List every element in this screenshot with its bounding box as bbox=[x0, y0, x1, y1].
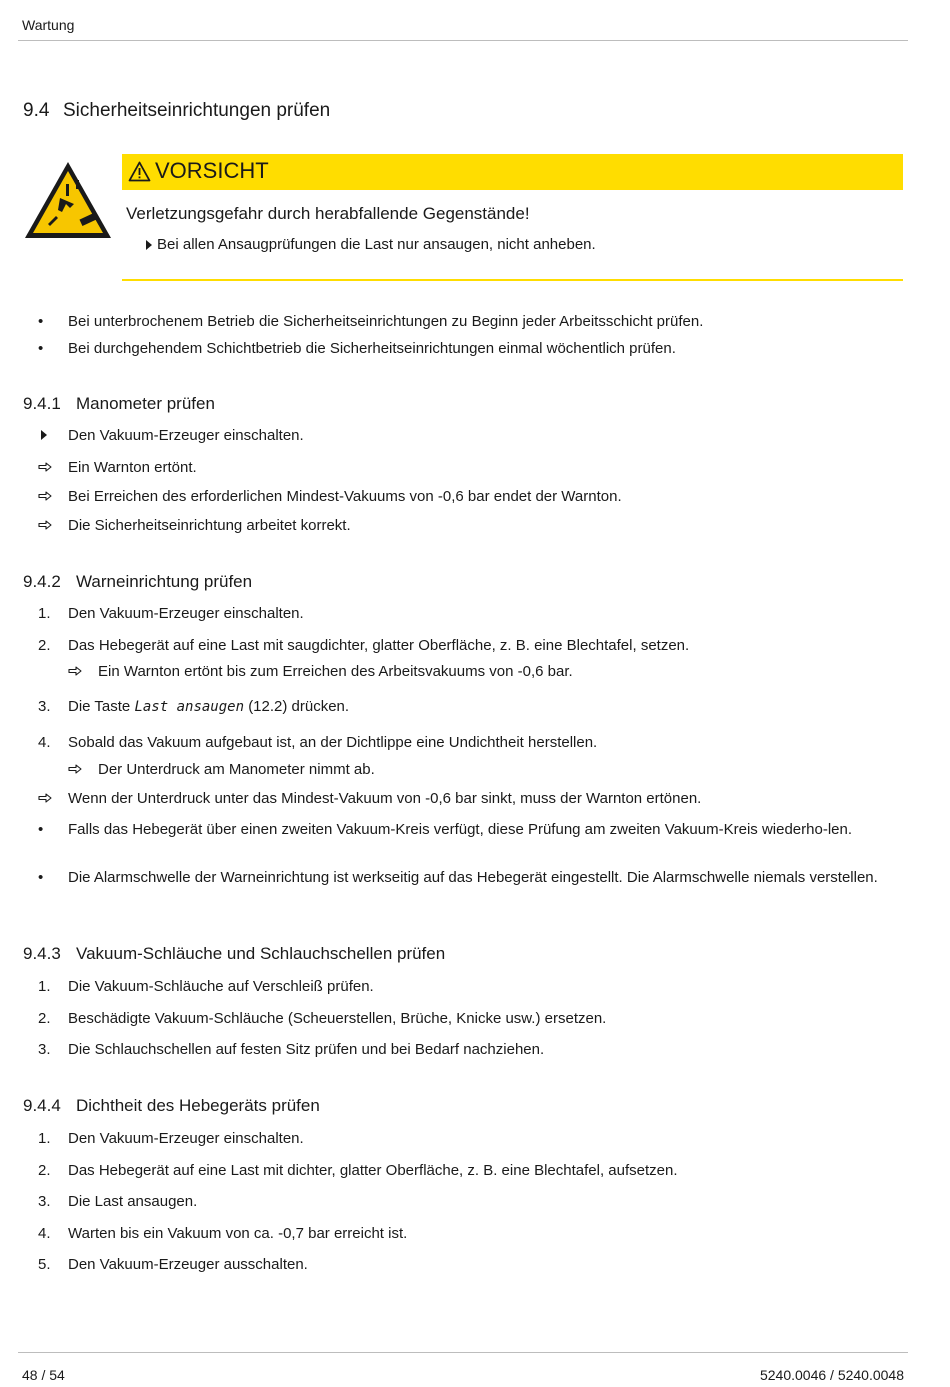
result-arrow-icon bbox=[64, 663, 98, 680]
warning-step bbox=[146, 236, 596, 253]
header-rule bbox=[18, 40, 908, 41]
page-number: 48 / 54 bbox=[22, 1367, 65, 1383]
step-number: 3. bbox=[38, 698, 51, 715]
step-number: 1. bbox=[38, 1130, 51, 1147]
step-number: 4. bbox=[38, 734, 51, 751]
list-item: 1. Den Vakuum-Erzeuger einschalten. bbox=[34, 605, 304, 622]
subsection-heading: 9.4.3 Vakuum-Schläuche und Schlauchschellen prüfen bbox=[23, 944, 446, 963]
warning-bottom-rule bbox=[122, 279, 903, 281]
warning-triangle-icon bbox=[128, 161, 151, 182]
bullet-icon: • bbox=[38, 869, 44, 886]
list-item: 4. Sobald das Vakuum aufgebaut ist, an der Dichtlippe eine Undichtheit herstellen. bbox=[34, 734, 597, 751]
result-arrow-icon bbox=[34, 459, 68, 476]
key-label: Last ansaugen bbox=[134, 699, 245, 715]
section-title: Sicherheitseinrichtungen prüfen bbox=[63, 100, 331, 121]
list-item: 4. Warten bis ein Vakuum von ca. -0,7 bar erreicht ist. bbox=[34, 1225, 407, 1242]
falling-objects-warning-icon bbox=[22, 158, 114, 242]
bullet-icon: • bbox=[38, 340, 44, 357]
list-item: 5. Den Vakuum-Erzeuger ausschalten. bbox=[34, 1256, 308, 1273]
list-item: • Falls das Hebegerät über einen zweiten Vakuum-Kreis verfügt, diese Prüfung am zweiten Vakuum-Kreis wiederho-len. bbox=[34, 819, 898, 841]
step-number: 2. bbox=[38, 1162, 51, 1179]
list-item: 3. Die Taste Last ansaugen (12.2) drücken. bbox=[34, 698, 349, 715]
bullet-icon: • bbox=[38, 313, 44, 330]
list-item: Ein Warnton ertönt. bbox=[34, 459, 197, 476]
step-number: 2. bbox=[38, 1010, 51, 1027]
step-triangle-icon bbox=[146, 240, 152, 250]
list-item: 1. Den Vakuum-Erzeuger einschalten. bbox=[34, 1130, 304, 1147]
warning-title bbox=[128, 158, 269, 184]
list-item: Die Sicherheitseinrichtung arbeitet korrekt. bbox=[34, 517, 351, 534]
warning-step-text: Bei allen Ansaugprüfungen die Last nur ansaugen, nicht anheben. bbox=[157, 236, 596, 253]
list-item: 2. Das Hebegerät auf eine Last mit dichter, glatter Oberfläche, z. B. eine Blechtafel, aufsetzen. bbox=[34, 1162, 678, 1179]
section-heading bbox=[23, 100, 330, 122]
subsection-heading: 9.4.4 Dichtheit des Hebegeräts prüfen bbox=[23, 1096, 320, 1115]
document-id: 5240.0046 / 5240.0048 bbox=[759, 1367, 904, 1383]
result-arrow-icon bbox=[34, 488, 68, 505]
step-number: 1. bbox=[38, 978, 51, 995]
warning-banner bbox=[122, 154, 903, 190]
step-number: 5. bbox=[38, 1256, 51, 1273]
step-number: 3. bbox=[38, 1193, 51, 1210]
list-item: • Die Alarmschwelle der Warneinrichtung ist werkseitig auf das Hebegerät eingestellt. Die Alarmschwelle niemals verstellen. bbox=[34, 867, 898, 889]
result-arrow-icon bbox=[34, 790, 68, 807]
list-item: 3. Die Schlauchschellen auf festen Sitz prüfen und bei Bedarf nachziehen. bbox=[34, 1041, 544, 1058]
result-arrow-icon bbox=[34, 517, 68, 534]
subsection-heading: 9.4.2 Warneinrichtung prüfen bbox=[23, 572, 253, 591]
footer-rule bbox=[18, 1352, 908, 1353]
list-item: • Bei durchgehendem Schichtbetrieb die Sicherheitseinrichtungen einmal wöchentlich prüfen. bbox=[34, 340, 676, 357]
list-item: Bei Erreichen des erforderlichen Mindest-Vakuums von -0,6 bar endet der Warnton. bbox=[34, 488, 622, 505]
result-arrow-icon bbox=[64, 761, 98, 778]
step-number: 3. bbox=[38, 1041, 51, 1058]
step-number: 2. bbox=[38, 637, 51, 654]
list-item: • Bei unterbrochenem Betrieb die Sicherheitseinrichtungen zu Beginn jeder Arbeitsschicht prüfen. bbox=[34, 313, 703, 330]
warning-text: Verletzungsgefahr durch herabfallende Gegenstände! bbox=[126, 204, 530, 223]
step-triangle-icon bbox=[34, 427, 68, 444]
list-item: 2. Beschädigte Vakuum-Schläuche (Scheuerstellen, Brüche, Knicke usw.) ersetzen. bbox=[34, 1010, 606, 1027]
step-number: 1. bbox=[38, 605, 51, 622]
subsection-heading: 9.4.1 Manometer prüfen bbox=[23, 394, 215, 413]
running-header: Wartung bbox=[22, 17, 75, 33]
bullet-icon: • bbox=[38, 821, 44, 838]
list-item: 2. Das Hebegerät auf eine Last mit saugdichter, glatter Oberfläche, z. B. eine Blechtafel, setzen. bbox=[34, 637, 689, 654]
section-number: 9.4 bbox=[23, 100, 50, 121]
list-item: 1. Die Vakuum-Schläuche auf Verschleiß prüfen. bbox=[34, 978, 374, 995]
list-item: Wenn der Unterdruck unter das Mindest-Vakuum von -0,6 bar sinkt, muss der Warnton ertönen. bbox=[34, 790, 701, 807]
list-item: Ein Warnton ertönt bis zum Erreichen des Arbeitsvakuums von -0,6 bar. bbox=[64, 663, 573, 680]
step-number: 4. bbox=[38, 1225, 51, 1242]
list-item: 3. Die Last ansaugen. bbox=[34, 1193, 197, 1210]
warning-title-text: VORSICHT bbox=[155, 158, 269, 183]
list-item: Den Vakuum-Erzeuger einschalten. bbox=[34, 427, 304, 444]
list-item: Der Unterdruck am Manometer nimmt ab. bbox=[64, 761, 375, 778]
